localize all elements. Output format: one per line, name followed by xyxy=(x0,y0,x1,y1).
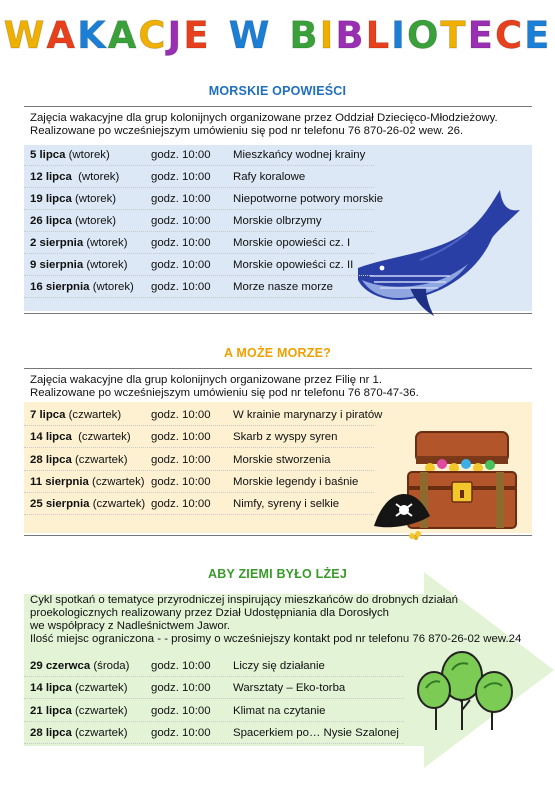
title-word-w xyxy=(229,14,272,57)
row-date-day: 29 czerwca xyxy=(30,660,91,672)
title-letter: I xyxy=(391,14,407,57)
row-date-day: 16 sierpnia xyxy=(30,281,90,293)
row-activity: Morskie opowieści cz. II xyxy=(233,259,354,271)
row-date xyxy=(30,727,128,739)
row-activity: W krainie marynarzy i piratów xyxy=(233,409,383,421)
intro-line: Realizowane po wcześniejszym umówieniu się pod nr telefonu 76 870-26-02 wew. 26. xyxy=(30,125,464,137)
title-letter: E xyxy=(524,14,552,57)
row-activity: Nimfy, syreny i selkie xyxy=(233,498,340,511)
row-time: godz. 10:00 xyxy=(151,475,211,488)
row-separator xyxy=(24,231,374,232)
row-date-day: 25 sierpnia xyxy=(30,498,90,511)
row-weekday: (czwartek) xyxy=(71,682,128,695)
pirate-hat-icon xyxy=(372,492,432,540)
row-time: godz. 10:00 xyxy=(151,259,211,271)
row-date xyxy=(30,215,116,227)
row-date-day: 28 lipca xyxy=(30,453,72,466)
row-date xyxy=(30,476,145,488)
row-date-day: 19 lipca xyxy=(30,193,72,205)
trees-icon xyxy=(412,650,522,732)
title-letter: W xyxy=(3,14,47,57)
row-time: godz. 10:00 xyxy=(151,171,211,183)
row-time: godz. 10:00 xyxy=(151,498,211,511)
intro-line: Ilość miejsc ograniczona - - prosimy o wcześniejszy kontakt pod nr telefonu 76 870-26-02 wew.24 xyxy=(30,633,522,645)
row-date-day: 28 lipca xyxy=(30,726,72,739)
row-date-day: 11 sierpnia xyxy=(30,475,89,488)
title-letter: O xyxy=(406,14,441,57)
row-weekday: (czwartek) xyxy=(71,431,131,444)
row-separator xyxy=(24,165,374,166)
row-weekday: (środa) xyxy=(90,660,130,672)
row-date xyxy=(30,498,145,510)
row-activity: Morskie legendy i baśnie xyxy=(233,475,359,488)
row-date xyxy=(30,660,129,672)
row-time: godz. 10:00 xyxy=(151,281,211,293)
row-weekday: (czwartek) xyxy=(89,498,146,511)
intro-line: Zajęcia wakacyjne dla grup kolonijnych organizowane przez Oddział Dziecięco-Młodzieżowy. xyxy=(30,112,498,124)
row-separator xyxy=(24,275,374,276)
row-separator xyxy=(24,297,374,298)
row-date xyxy=(30,682,128,694)
row-weekday: (czwartek) xyxy=(88,475,145,488)
row-activity: Liczy się działanie xyxy=(233,660,325,672)
row-date-day: 9 sierpnia xyxy=(30,259,84,271)
row-date-day: 5 lipca xyxy=(30,149,66,161)
row-time: godz. 10:00 xyxy=(151,149,211,161)
title-letter: K xyxy=(77,14,108,57)
row-time: godz. 10:00 xyxy=(151,682,211,695)
row-activity: Klimat na czytanie xyxy=(233,704,326,717)
row-weekday: (czwartek) xyxy=(71,726,128,739)
row-date-day: 26 lipca xyxy=(30,215,72,227)
row-weekday: (wtorek) xyxy=(71,193,117,205)
row-activity: Mieszkańcy wodnej krainy xyxy=(233,149,366,161)
row-weekday: (wtorek) xyxy=(89,281,134,293)
row-activity: Morskie stworzenia xyxy=(233,453,331,466)
row-date xyxy=(30,259,128,271)
row-activity: Morskie opowieści cz. I xyxy=(233,237,351,249)
row-activity: Skarb z wyspy syren xyxy=(233,431,338,444)
row-separator xyxy=(24,187,374,188)
row-separator xyxy=(24,447,374,448)
row-time: godz. 10:00 xyxy=(151,431,211,444)
row-time: godz. 10:00 xyxy=(151,215,211,227)
row-separator xyxy=(24,698,404,699)
section-intro-morze xyxy=(30,374,419,400)
row-time: godz. 10:00 xyxy=(151,409,211,421)
row-activity: Morskie olbrzymy xyxy=(233,215,322,227)
row-weekday: (czwartek) xyxy=(71,704,128,717)
row-date xyxy=(30,193,116,205)
row-weekday: (wtorek) xyxy=(83,259,128,271)
row-time: godz. 10:00 xyxy=(151,453,211,466)
row-weekday: (wtorek) xyxy=(83,237,128,249)
title-letter: I xyxy=(319,14,336,57)
row-date xyxy=(30,705,128,717)
intro-line: proekologicznych realizowany przez Dział Udostępniania dla Dorosłych xyxy=(30,607,389,619)
row-weekday: (wtorek) xyxy=(65,149,110,161)
section-title-morskie: MORSKIE OPOWIEŚCI xyxy=(208,84,347,98)
row-separator xyxy=(24,253,374,254)
row-time: godz. 10:00 xyxy=(151,660,211,672)
intro-line: Cykl spotkań o tematyce przyrodniczej inspirujący mieszkańców do drobnych działań xyxy=(30,594,458,606)
title-letter: L xyxy=(365,14,392,57)
section-intro-ziemi xyxy=(30,594,521,646)
intro-line: we współpracy z Nadleśnictwem Jawor. xyxy=(30,620,231,632)
row-weekday: (wtorek) xyxy=(71,215,117,227)
row-activity: Spacerkiem po… Nysie Szalonej xyxy=(233,726,399,739)
title-letter: A xyxy=(46,14,78,57)
row-separator xyxy=(24,676,404,677)
intro-line: Zajęcia wakacyjne dla grup kolonijnych organizowane przez Filię nr 1. xyxy=(30,374,383,386)
title-letter: E xyxy=(183,14,211,57)
section-intro-morskie xyxy=(30,112,498,138)
row-weekday: (czwartek) xyxy=(65,409,122,421)
title-letter: B xyxy=(335,14,366,57)
title-letter: C xyxy=(494,14,525,57)
row-separator xyxy=(24,721,404,722)
row-date-day: 12 lipca xyxy=(30,171,72,183)
row-date-day: 14 lipca xyxy=(30,431,72,444)
row-activity: Rafy koralowe xyxy=(233,171,306,183)
row-weekday: (czwartek) xyxy=(71,453,128,466)
section-title-morze: A MOŻE MORZE? xyxy=(224,346,331,360)
title-letter: T xyxy=(440,14,468,57)
row-activity: Niepotworne potwory morskie xyxy=(233,193,384,205)
title-letter: A xyxy=(107,14,139,57)
title-letter: B xyxy=(289,14,320,57)
intro-line: Realizowane po wcześniejszym umówieniu się pod nr telefonu 76 870-47-36. xyxy=(30,387,419,399)
row-date-day: 14 lipca xyxy=(30,682,72,695)
row-activity: Warsztaty – Eko-torba xyxy=(233,682,346,695)
row-time: godz. 10:00 xyxy=(151,237,211,249)
row-date xyxy=(30,237,128,249)
row-date xyxy=(30,281,134,293)
row-separator xyxy=(24,492,374,493)
row-separator xyxy=(24,425,374,426)
row-date-day: 7 lipca xyxy=(30,409,66,421)
row-date xyxy=(30,454,128,466)
section-title-ziemi: ABY ZIEMI BYŁO LŻEJ xyxy=(208,567,347,581)
title-letter: C xyxy=(138,14,168,57)
row-date xyxy=(30,149,110,161)
title-letter: W xyxy=(228,14,272,57)
row-date-day: 2 sierpnia xyxy=(30,237,84,249)
row-date-day: 21 lipca xyxy=(30,704,72,717)
row-weekday: (wtorek) xyxy=(71,171,120,183)
title-word-wakacje xyxy=(4,14,211,57)
row-time: godz. 10:00 xyxy=(151,704,211,717)
title-word-bibliotece xyxy=(289,14,551,57)
page-title xyxy=(0,14,555,64)
row-separator xyxy=(24,514,374,515)
row-separator xyxy=(24,209,374,210)
row-separator xyxy=(24,743,404,744)
row-time: godz. 10:00 xyxy=(151,193,211,205)
row-date xyxy=(30,409,121,421)
row-date xyxy=(30,171,119,183)
row-date xyxy=(30,431,131,443)
title-letter: E xyxy=(467,14,495,57)
row-activity: Morze nasze morze xyxy=(233,281,334,293)
title-letter: J xyxy=(167,14,184,57)
row-separator xyxy=(24,470,374,471)
row-time: godz. 10:00 xyxy=(151,726,211,739)
